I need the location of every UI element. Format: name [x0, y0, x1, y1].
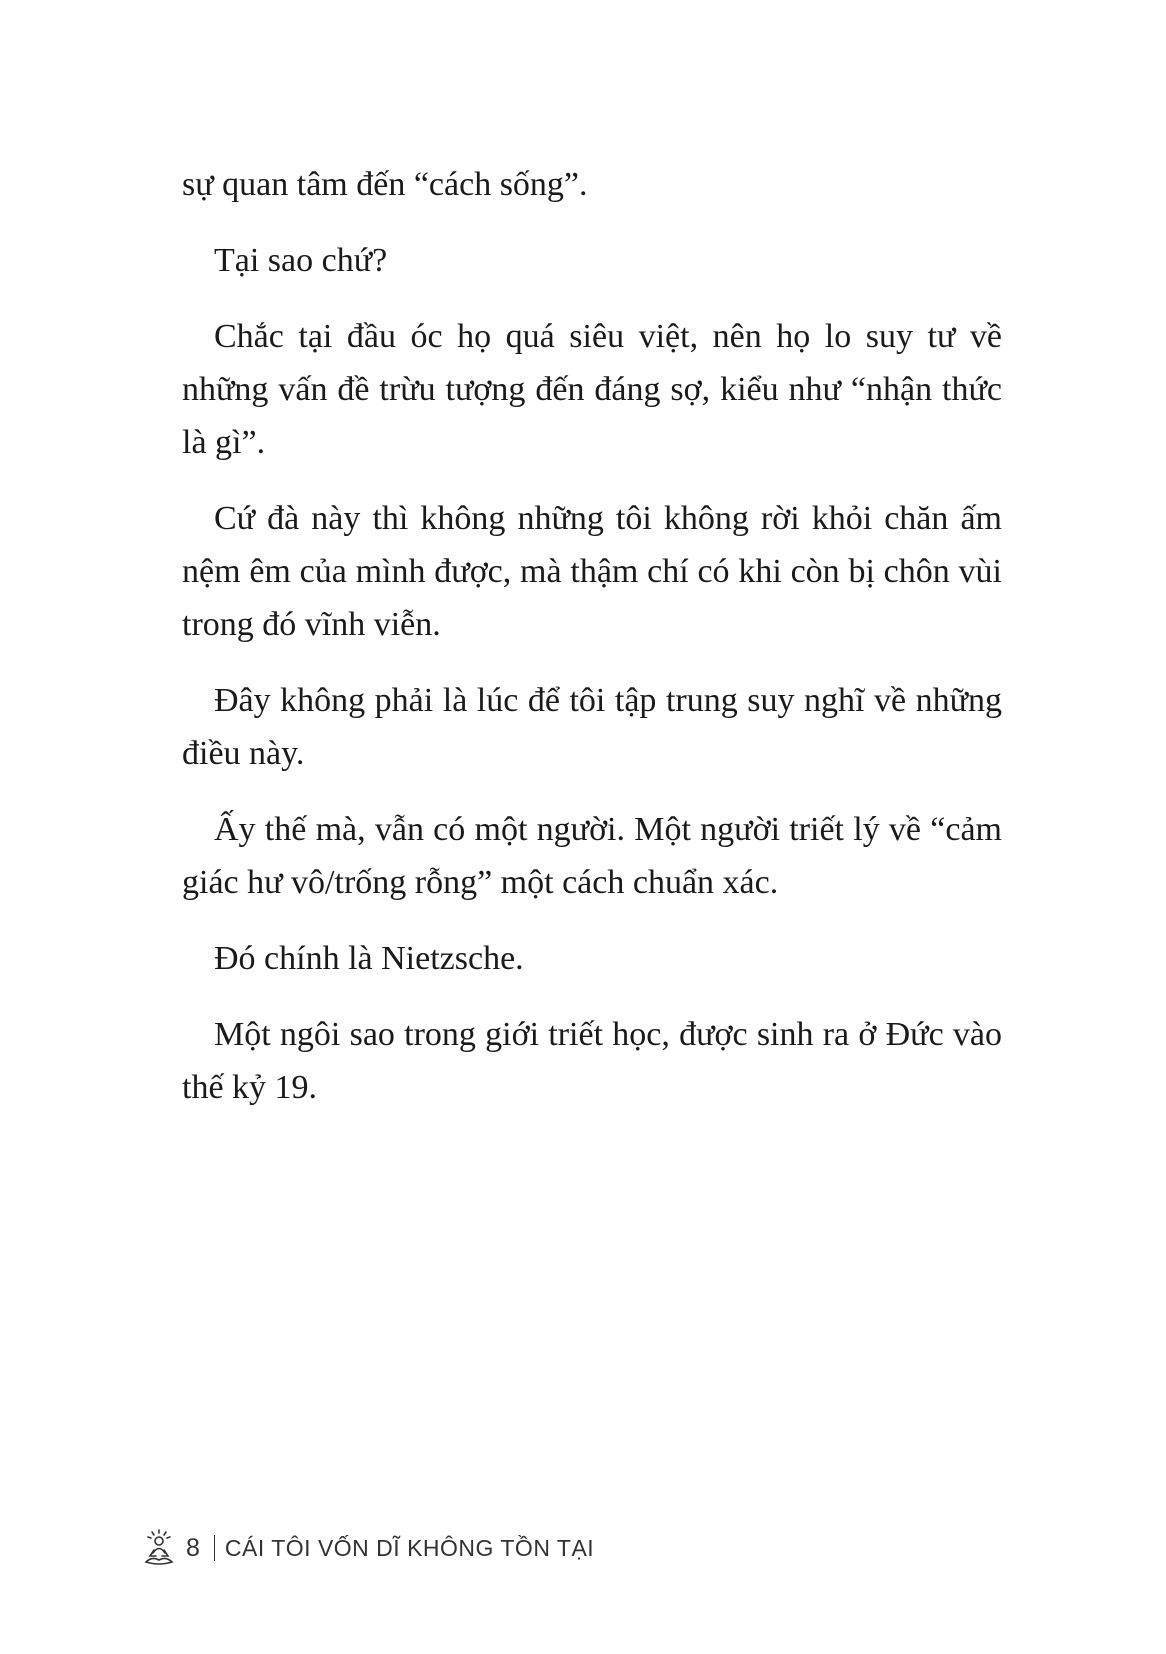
paragraph: Một ngôi sao trong giới triết học, được sinh ra ở Đức vào thế kỷ 19.: [182, 1016, 1002, 1106]
footer-divider: [214, 1535, 215, 1561]
paragraph-continuation: sự quan tâm đến “cách sống”.: [182, 166, 588, 203]
paragraph: Tại sao chứ?: [214, 242, 388, 279]
page-footer: [142, 1528, 594, 1568]
meditating-figure-icon: [142, 1529, 176, 1567]
page-body-text: [182, 158, 1002, 1137]
paragraph: Cứ đà này thì không những tôi không rời khỏi chăn ấm nệm êm của mình được, mà thậm chí có khi còn bị chôn vùi trong đó vĩnh viễn.: [182, 500, 1002, 643]
paragraph: Ấy thế mà, vẫn có một người. Một người triết lý về “cảm giác hư vô/trống rỗng” một cách chuẩn xác.: [182, 811, 1002, 901]
paragraph: Đây không phải là lúc để tôi tập trung suy nghĩ về những điều này.: [182, 682, 1002, 772]
page-number: 8: [186, 1533, 200, 1562]
running-book-title: CÁI TÔI VỐN DĨ KHÔNG TỒN TẠI: [224, 1534, 595, 1561]
paragraph: Đó chính là Nietzsche.: [214, 940, 524, 977]
paragraph: Chắc tại đầu óc họ quá siêu việt, nên họ lo suy tư về những vấn đề trừu tượng đến đáng sợ, kiểu như “nhận thức là gì”.: [182, 318, 1002, 461]
